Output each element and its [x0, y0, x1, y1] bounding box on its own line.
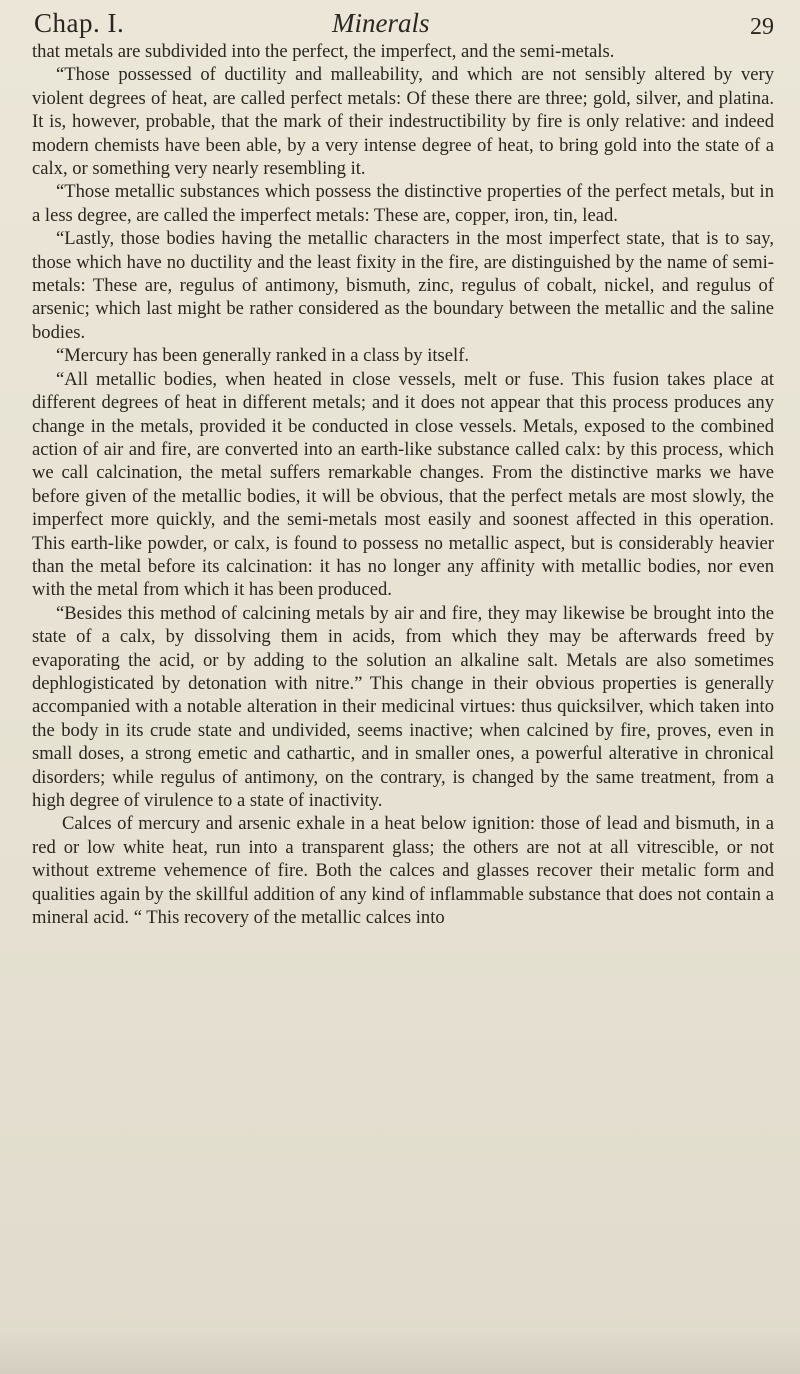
page-number: 29	[750, 14, 774, 40]
paragraph-mercury: “Mercury has been generally ranked in a class by itself.	[56, 345, 470, 367]
running-title: Minerals	[332, 8, 430, 38]
paragraph-calces: Calces of mercury and arsenic exhale in a heat below ignition: those of lead and bismuth, in a red or low white heat, run into a transparent glass; the others are not at all vitrescible, or not without extreme vehemence of fire. Both the calces and glasses recover their metalic form and qualities again by the skillful addition of any kind of inflammable substance that does not contain a mineral acid. “ This recovery of the metallic calces into	[32, 813, 774, 929]
page-lower-edge	[0, 1330, 800, 1374]
paragraph-acids: “Besides this method of calcining metals by air and fire, they may likewise be brought into the state of a calx, by dissolving them in acids, from which they may be afterwards freed by evaporating the acid, or by adding to the solution an alkaline salt. Metals are also sometimes dephlogisticated by detonation with nitre.” This change in their obvious properties is generally accompanied with a notable alteration in their medicinal virtues: thus quicksilver, which taken into the body in its crude state and undivided, seems inactive; when calcined by fire, proves, even in small doses, a strong emetic and cathartic, and in smaller ones, a powerful alterative in chronical disorders; while regulus of antimony, on the contrary, is changed by the same treatment, from a high degree of virulence to a state of inactivity.	[32, 602, 774, 811]
chapter-heading: Chap. I.	[34, 8, 125, 38]
paragraph-semi-metals: “Lastly, those bodies having the metallic characters in the most imperfect state, that is to say, those which have no ductility and the least fixity in the fire, are distinguished by the name of semi-metals: These are, regulus of antimony, bismuth, zinc, regulus of cobalt, nickel, and regulus of arsenic; which last might be rather considered as the boundary between the metallic and the saline bodies.	[32, 228, 774, 343]
running-head	[32, 6, 774, 40]
paragraph-continued: that metals are subdivided into the perfect, the imperfect, and the semi-metals.	[32, 41, 615, 62]
paragraph-calcination: “All metallic bodies, when heated in close vessels, melt or fuse. This fusion takes place at different degrees of heat in different metals; and it does not appear that this process produces any change in the metals, provided it be conducted in close vessels. Metals, exposed to the combined action of air and fire, are converted into an earth-like substance called calx: by this process, which we call calcination, the metal suffers remarkable changes. From the distinctive marks we have before given of the metallic bodies, it will be obvious, that the perfect metals are most slowly, the imperfect more quickly, and the semi-metals most easily and soonest affected in this operation. This earth-like powder, or calx, is found to possess no metallic aspect, but is considerably heavier than the metal before its calcination: it has no longer any affinity with metallic bodies, nor even with the metal from which it has been produced.	[32, 368, 774, 601]
paragraph-perfect-metals: “Those possessed of ductility and malleability, and which are not sensibly altered by very violent degrees of heat, are called perfect metals: Of these there are three; gold, silver, and platina. It is, however, probable, that the mark of their indestructibility by fire is only relative: and indeed modern chemists have been able, by a very intense degree of heat, to bring gold into the state of a calx, or something very nearly resembling it.	[32, 64, 774, 180]
paragraph-imperfect-metals: “Those metallic substances which possess the distinctive properties of the perfect metals, but in a less degree, are called the imperfect metals: These are, copper, iron, tin, lead.	[32, 181, 774, 226]
body-text	[32, 40, 774, 929]
